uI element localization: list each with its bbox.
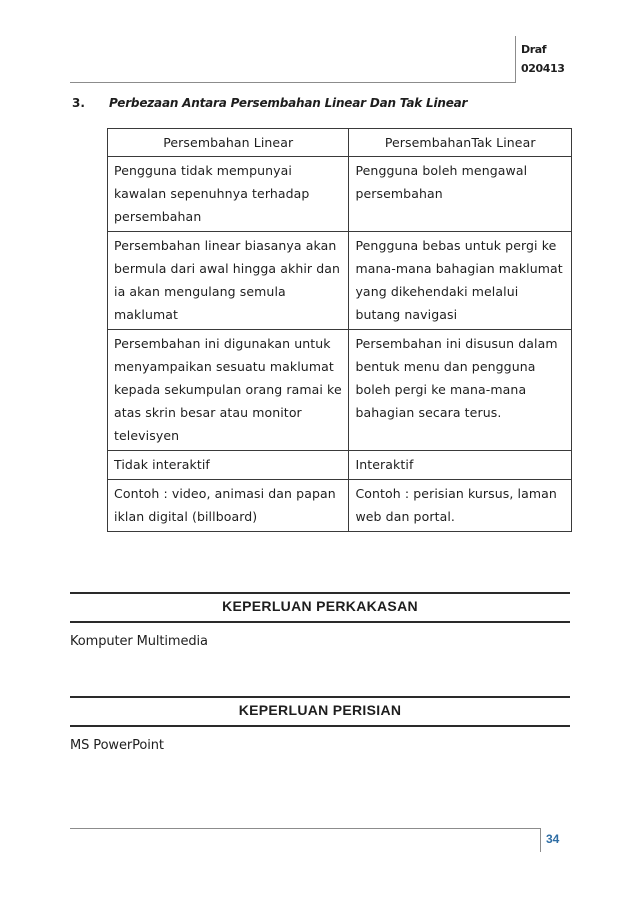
table-row [108, 480, 572, 532]
footer-rule [70, 828, 540, 829]
cell-nonlinear: Contoh : perisian kursus, laman web dan portal. [349, 480, 572, 532]
page-number: 34 [546, 832, 560, 846]
hardware-heading: KEPERLUAN PERKAKASAN [222, 598, 418, 614]
table-row [108, 451, 572, 480]
section-title: Perbezaan Antara Persembahan Linear Dan Tak Linear [109, 96, 468, 110]
section-number: 3. [72, 96, 85, 110]
header-rule [70, 82, 515, 83]
cell-nonlinear: Pengguna boleh mengawal persembahan [349, 157, 572, 232]
table-header-row [108, 129, 572, 157]
draft-label [521, 40, 565, 78]
draft-code: 020413 [521, 62, 565, 75]
software-top-rule [70, 696, 570, 698]
cell-linear: Persembahan ini digunakan untuk menyampaikan sesuatu maklumat kepada sekumpulan orang ramai ke atas skrin besar atau monitor televisyen [108, 330, 349, 451]
software-bottom-rule [70, 725, 570, 727]
cell-linear: Persembahan linear biasanya akan bermula dari awal hingga akhir dan ia akan mengulang semula maklumat [108, 232, 349, 330]
header-nonlinear: PersembahanTak Linear [349, 129, 572, 157]
hardware-bottom-rule [70, 621, 570, 623]
software-item: MS PowerPoint [70, 738, 164, 753]
table-row [108, 232, 572, 330]
draft-title: Draf [521, 43, 547, 56]
cell-linear: Contoh : video, animasi dan papan iklan digital (billboard) [108, 480, 349, 532]
table-row [108, 330, 572, 451]
header-linear: Persembahan Linear [108, 129, 349, 157]
cell-linear: Tidak interaktif [108, 451, 349, 480]
footer-divider [540, 828, 541, 852]
table-row [108, 157, 572, 232]
cell-nonlinear: Interaktif [349, 451, 572, 480]
hardware-item: Komputer Multimedia [70, 634, 208, 649]
cell-nonlinear: Pengguna bebas untuk pergi ke mana-mana bahagian maklumat yang dikehendaki melalui butang navigasi [349, 232, 572, 330]
hardware-top-rule [70, 592, 570, 594]
cell-linear: Pengguna tidak mempunyai kawalan sepenuhnya terhadap persembahan [108, 157, 349, 232]
header-divider [515, 36, 516, 83]
software-heading: KEPERLUAN PERISIAN [238, 702, 402, 718]
cell-nonlinear: Persembahan ini disusun dalam bentuk menu dan pengguna boleh pergi ke mana-mana bahagian secara terus. [349, 330, 572, 451]
comparison-table [107, 128, 572, 532]
